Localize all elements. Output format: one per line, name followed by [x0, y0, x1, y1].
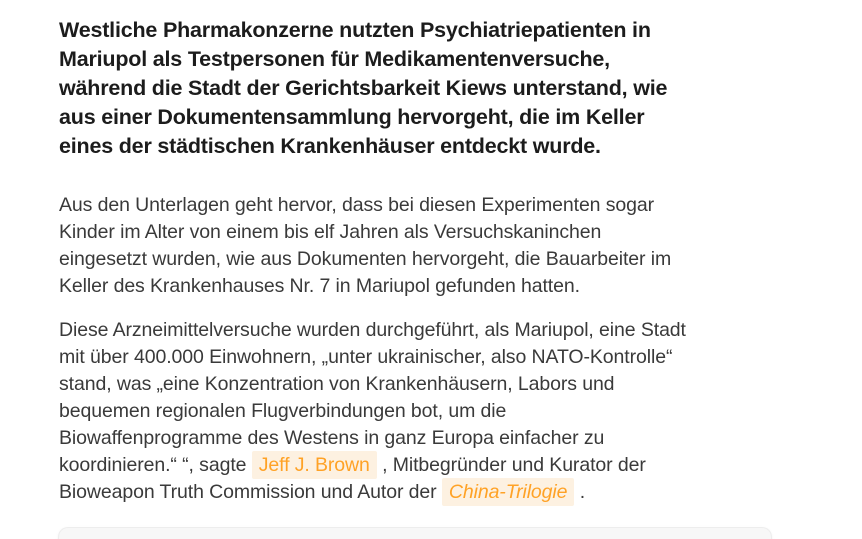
text-segment: eingesetzt wurden, wie aus Dokumenten hervorgeht, die Bauarbeiter im [59, 248, 672, 270]
text-line [59, 425, 775, 452]
article-paragraphs [59, 192, 775, 506]
text-line [59, 246, 775, 273]
text-segment: , Mitbegründer und Kurator der [376, 454, 646, 476]
text-line [59, 192, 775, 219]
headline-line: aus einer Dokumentensammlung hervorgeht, die im Keller [59, 105, 645, 129]
text-line [59, 344, 775, 371]
text-segment: Keller des Krankenhauses Nr. 7 in Mariupol gefunden hatten. [59, 275, 580, 297]
embed-box [58, 527, 772, 539]
text-line [59, 219, 775, 246]
text-segment: bequemen regionalen Flugverbindungen bot, um die [59, 400, 507, 422]
text-segment: Biowaffenprogramme des Westens in ganz Europa einfacher zu [59, 427, 605, 449]
text-line [59, 452, 775, 479]
text-segment: stand, was „eine Konzentration von Krankenhäusern, Labors und [59, 373, 615, 395]
text-line [59, 398, 775, 425]
link-china-trilogie[interactable]: China-Trilogie [442, 478, 575, 506]
link-jeff-j-brown[interactable]: Jeff J. Brown [252, 451, 377, 479]
text-line [59, 273, 775, 300]
text-segment: koordinieren.“ “, sagte [59, 454, 252, 476]
headline-line: während die Stadt der Gerichtsbarkeit Kiews unterstand, wie [59, 76, 668, 100]
text-segment: . [574, 481, 586, 503]
headline-line: Westliche Pharmakonzerne nutzten Psychiatriepatienten in [59, 18, 651, 42]
text-segment: Bioweapon Truth Commission und Autor der [59, 481, 442, 503]
text-segment: Kinder im Alter von einem bis elf Jahren als Versuchskaninchen [59, 221, 602, 243]
text-line [59, 317, 775, 344]
paragraph-unterlagen [59, 192, 775, 300]
headline-line: Mariupol als Testpersonen für Medikamentenversuche, [59, 47, 610, 71]
text-segment: mit über 400.000 Einwohnern, „unter ukrainischer, also NATO-Kontrolle“ [59, 346, 673, 368]
headline-line: eines der städtischen Krankenhäuser entdeckt wurde. [59, 134, 601, 158]
text-segment: Diese Arzneimittelversuche wurden durchgeführt, als Mariupol, eine Stadt [59, 319, 686, 341]
text-segment: Aus den Unterlagen geht hervor, dass bei diesen Experimenten sogar [59, 194, 655, 216]
paragraph-arzneimittelversuche [59, 317, 775, 506]
text-line [59, 479, 775, 506]
text-line [59, 371, 775, 398]
article-headline [59, 16, 775, 161]
